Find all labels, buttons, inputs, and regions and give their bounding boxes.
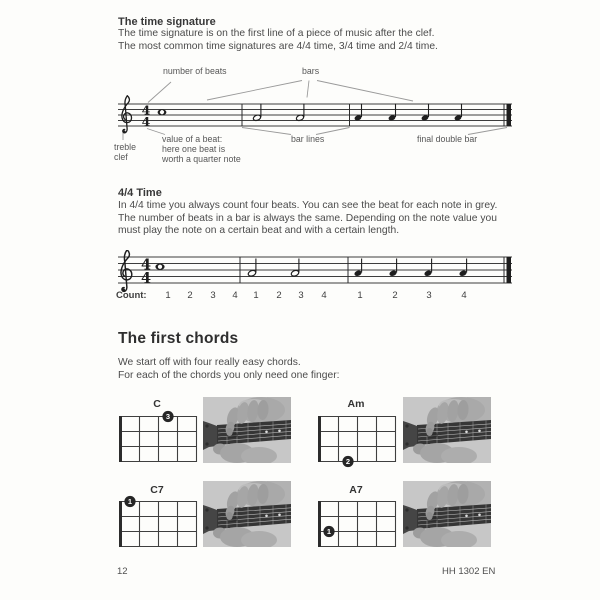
finger-number: 2: [345, 457, 351, 467]
half-note: [247, 259, 256, 278]
count-beat: 4: [461, 290, 467, 301]
count-beat: 1: [357, 290, 363, 301]
body-line: We start off with four really easy chords.: [118, 357, 301, 368]
count-beat: 4: [232, 290, 238, 301]
count-beat: 3: [426, 290, 432, 301]
whole-note: [158, 109, 167, 115]
staff-lines: [118, 257, 512, 283]
quarter-note: [424, 259, 433, 278]
count-label: Count:: [116, 290, 147, 301]
quarter-note: [459, 259, 468, 278]
time-signature-numerator: 4: [140, 256, 152, 274]
body-line: must play the note on a certain beat and with a certain length.: [118, 225, 400, 237]
treble-clef-icon: [122, 96, 132, 133]
page-number: 12: [117, 566, 128, 577]
label-bar-lines: bar lines: [291, 134, 325, 144]
counting-staff-diagram: [100, 250, 520, 296]
fretboard-grid: [119, 416, 197, 462]
quarter-note: [354, 259, 363, 278]
time-signature-denominator: 4: [141, 114, 151, 130]
count-beat: 3: [210, 290, 216, 301]
body-line: For each of the chords you only need one finger:: [118, 369, 340, 381]
finger-number: 1: [326, 527, 332, 537]
label-treble: treble: [114, 142, 137, 152]
label-value-of-beat-2: here one beat is: [162, 144, 226, 154]
section-heading-time-signature: The time signature: [118, 16, 216, 28]
quarter-note: [421, 104, 430, 122]
finger-number: 1: [127, 497, 133, 507]
fretboard-grid: [318, 501, 396, 547]
ukulele-photo-c: [203, 397, 291, 463]
quarter-note: [389, 259, 398, 278]
whole-note: [155, 264, 164, 270]
chord-name-a7: A7: [349, 484, 363, 496]
label-number-of-beats: number of beats: [163, 66, 227, 76]
half-note: [253, 104, 262, 122]
chord-diagram-c: [113, 408, 203, 468]
count-beat: 3: [298, 290, 304, 301]
chord-diagram-a7: [312, 493, 402, 553]
count-beat: 1: [165, 290, 171, 301]
chord-name-am: Am: [347, 398, 365, 410]
finger-number: 3: [165, 412, 171, 422]
44-time-body: [118, 200, 497, 238]
chord-diagram-am: [312, 408, 402, 468]
label-value-of-beat-1: value of a beat:: [162, 134, 223, 144]
label-value-of-beat-3: worth a quarter note: [162, 154, 241, 164]
fretboard-grid: [119, 501, 197, 547]
count-beat: 4: [321, 290, 327, 301]
ukulele-photo-am: [403, 397, 491, 463]
edition-code: HH 1302 EN: [442, 566, 496, 577]
count-beat: 2: [187, 290, 193, 301]
body-line: In 4/4 time you always count four beats. You can see the beat for each note in grey.: [118, 200, 498, 211]
body-line: The time signature is on the first line of a piece of music after the clef.: [118, 28, 435, 39]
quarter-note: [454, 104, 463, 122]
staff-lines: [118, 104, 512, 126]
ukulele-photo-a7: [403, 481, 491, 547]
quarter-note: [354, 104, 363, 122]
annotation-lines: [123, 81, 507, 141]
chord-diagram-c7: [113, 493, 203, 553]
treble-clef-icon: [121, 250, 132, 292]
count-beat: 1: [253, 290, 259, 301]
chord-name-c: C: [153, 398, 161, 410]
label-clef: clef: [114, 152, 128, 162]
time-signature-denominator: 4: [140, 270, 152, 288]
label-bars: bars: [302, 66, 320, 76]
quarter-note: [388, 104, 397, 122]
count-beat: 2: [392, 290, 398, 301]
half-note: [290, 259, 299, 278]
ukulele-photo-c7: [203, 481, 291, 547]
chord-name-c7: C7: [150, 484, 164, 496]
body-line: The number of beats in a bar is always the same. Depending on the note value you: [118, 212, 497, 224]
count-beat: 2: [276, 290, 282, 301]
label-final-double-bar: final double bar: [417, 134, 478, 144]
half-note: [296, 104, 305, 122]
time-signature-body: [118, 28, 438, 53]
first-chords-body: [118, 357, 340, 382]
time-signature-numerator: 4: [141, 102, 151, 118]
body-line: The most common time signatures are 4/4 time, 3/4 time and 2/4 time.: [118, 40, 438, 52]
section-heading-44-time: 4/4 Time: [118, 187, 162, 199]
section-heading-first-chords: The first chords: [118, 330, 239, 347]
fretboard-grid: [318, 416, 396, 462]
